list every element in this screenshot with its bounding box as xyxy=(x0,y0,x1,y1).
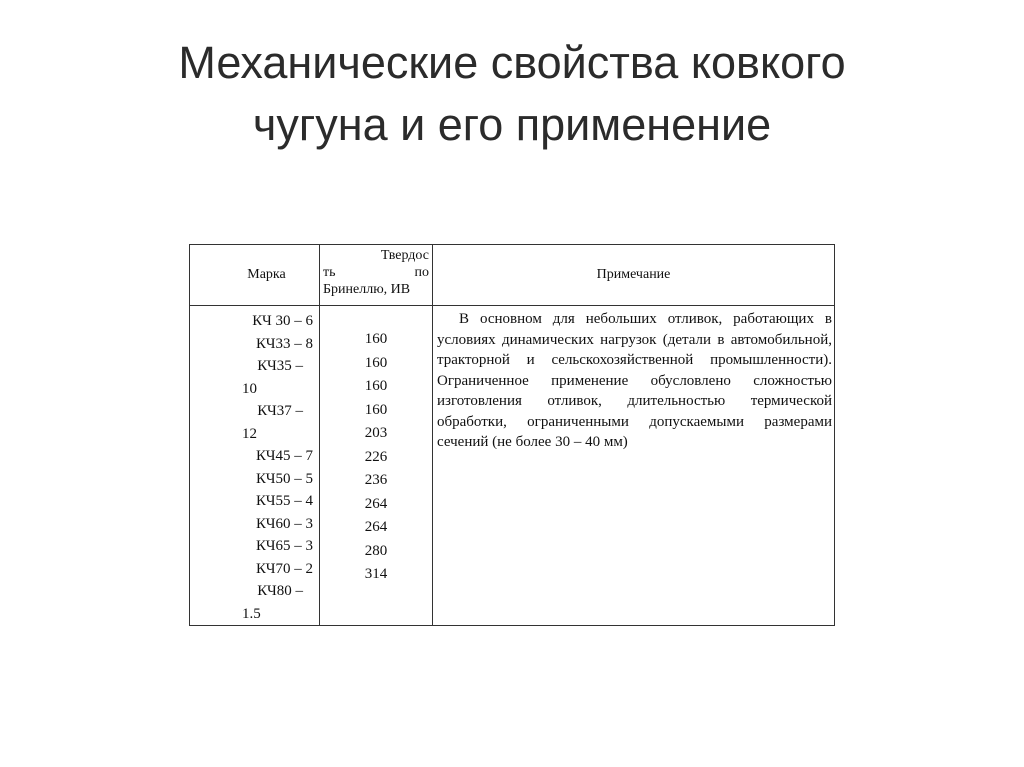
table-row xyxy=(190,306,835,626)
slide-title-line-2: чугуна и его применение xyxy=(252,99,772,150)
hardness-value: 160 xyxy=(364,354,388,371)
hardness-value: 264 xyxy=(364,519,388,535)
grade-item: КЧ 30 – 6 xyxy=(252,313,313,329)
hardness-value: 264 xyxy=(364,495,388,512)
header-hardness-line-3: Бринеллю, ИВ xyxy=(323,282,411,297)
grade-item: КЧ50 – 5 xyxy=(255,470,313,487)
header-hardness-line-2: ть по xyxy=(323,265,429,280)
header-hardness-line-1: Твердос xyxy=(380,248,429,263)
grade-item: КЧ35 – 10 xyxy=(242,358,303,397)
header-hardness xyxy=(320,245,433,306)
hardness-value: 236 xyxy=(364,472,388,488)
note-cell: В основном для небольших отливок, работающих в условиях динамических нагрузок (детали в автомобильной, тракторной и сельскохозяйственной промышленности). Ограниченное применение обусловлено сложностью изготовления отливок, длительностью термической обработки, ограниченными допускаемыми размерами сечений (не более 30 – 40 мм) xyxy=(433,306,835,626)
hardness-cell xyxy=(320,306,433,626)
hardness-value: 160 xyxy=(364,401,388,418)
grade-item: КЧ45 – 7 xyxy=(255,448,313,464)
hardness-value: 160 xyxy=(364,378,388,394)
grade-item: КЧ55 – 4 xyxy=(255,493,313,509)
slide-title xyxy=(0,32,1024,156)
header-grade: Марка xyxy=(190,245,320,306)
table-header-row xyxy=(190,245,835,306)
hardness-value: 203 xyxy=(364,425,388,441)
grade-item: КЧ60 – 3 xyxy=(255,515,313,532)
grade-item: КЧ33 – 8 xyxy=(255,335,313,352)
hardness-value: 160 xyxy=(364,331,388,347)
properties-table xyxy=(189,244,835,626)
hardness-value: 314 xyxy=(364,566,388,582)
grade-item: КЧ80 – 1.5 xyxy=(242,583,303,622)
header-note: Примечание xyxy=(433,245,835,306)
grade-item: КЧ65 – 3 xyxy=(255,538,313,554)
grade-item: КЧ37 – 12 xyxy=(242,403,303,442)
grade-item: КЧ70 – 2 xyxy=(255,560,313,577)
hardness-value: 280 xyxy=(364,542,388,559)
hardness-value: 226 xyxy=(364,448,388,465)
grades-cell xyxy=(190,306,320,626)
slide-title-line-1: Механические свойства ковкого xyxy=(178,37,846,88)
